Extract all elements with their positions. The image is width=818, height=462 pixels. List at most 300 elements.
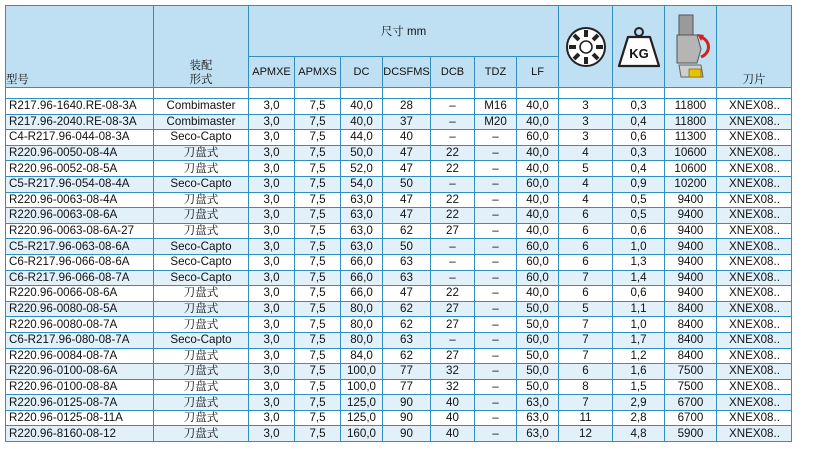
cell-dcb: 27 [431, 223, 475, 239]
cell-rpm: 9400 [665, 239, 717, 255]
cell-rpm: 7500 [665, 379, 717, 395]
table-row [6, 208, 792, 224]
cell-lf: 40,0 [517, 161, 559, 177]
cell-dcsfms: 50 [383, 239, 431, 255]
cutter-teeth-icon [559, 25, 612, 69]
cell-dcsfms: 47 [383, 161, 431, 177]
cell-lf: 40,0 [517, 223, 559, 239]
cell-apmxs: 7,5 [295, 208, 341, 224]
cell-mounting: 刀盘式 [154, 161, 249, 177]
column-header-lf: LF [517, 57, 559, 88]
cell-dc: 40,0 [341, 99, 383, 115]
cell-weight: 1,7 [613, 332, 665, 348]
cell-teeth: 6 [559, 254, 613, 270]
cell-dcsfms: 37 [383, 114, 431, 130]
cell-teeth: 4 [559, 192, 613, 208]
cell-tdz: – [475, 348, 517, 364]
cell-apmxe: 3,0 [249, 254, 295, 270]
table-row [6, 286, 792, 302]
cell-rpm: 11300 [665, 130, 717, 146]
table-row [6, 192, 792, 208]
cell-lf: 60,0 [517, 332, 559, 348]
header-row-top [6, 6, 792, 57]
cell-tdz: – [475, 410, 517, 426]
cell-mounting: 刀盘式 [154, 145, 249, 161]
cell-mounting: 刀盘式 [154, 286, 249, 302]
cell-model: R220.96-0050-08-4A [6, 145, 154, 161]
cell-tdz: – [475, 176, 517, 192]
cell-insert: XNEX08.. [717, 286, 792, 302]
cell-mounting: Seco-Capto [154, 176, 249, 192]
cell-rpm: 10200 [665, 176, 717, 192]
cell-dcb: 40 [431, 395, 475, 411]
cell-apmxs: 7,5 [295, 301, 341, 317]
cell-insert: XNEX08.. [717, 239, 792, 255]
cell-dcsfms: 50 [383, 176, 431, 192]
cell-apmxe: 3,0 [249, 130, 295, 146]
cell-apmxe: 3,0 [249, 99, 295, 115]
cell-lf: 50,0 [517, 317, 559, 333]
cell-dc: 80,0 [341, 301, 383, 317]
cell-insert: XNEX08.. [717, 176, 792, 192]
column-header-teeth [559, 6, 613, 88]
mounting-header-line1: 装配 [189, 60, 213, 72]
cell-dc: 63,0 [341, 208, 383, 224]
cell-mounting: 刀盘式 [154, 348, 249, 364]
cell-dc: 80,0 [341, 332, 383, 348]
column-header-dcb: DCB [431, 57, 475, 88]
cell-weight: 2,8 [613, 410, 665, 426]
cell-lf: 50,0 [517, 301, 559, 317]
cell-mounting: 刀盘式 [154, 395, 249, 411]
cell-teeth: 5 [559, 301, 613, 317]
cell-insert: XNEX08.. [717, 317, 792, 333]
cell-model: C6-R217.96-080-08-7A [6, 332, 154, 348]
cell-weight: 0,6 [613, 130, 665, 146]
cell-weight: 4,8 [613, 426, 665, 442]
cell-rpm: 5900 [665, 426, 717, 442]
cell-dcsfms: 62 [383, 348, 431, 364]
column-header-apmxs: APMXS [295, 57, 341, 88]
cell-dcsfms: 62 [383, 317, 431, 333]
cell-weight: 0,4 [613, 161, 665, 177]
cell-teeth: 7 [559, 332, 613, 348]
spec-table-body [6, 99, 792, 442]
cell-model: R217.96-1640.RE-08-3A [6, 99, 154, 115]
cell-dc: 125,0 [341, 395, 383, 411]
table-row [6, 426, 792, 442]
cell-tdz: – [475, 301, 517, 317]
cell-weight: 0,3 [613, 99, 665, 115]
cell-lf: 50,0 [517, 364, 559, 380]
cell-mounting: Seco-Capto [154, 239, 249, 255]
cell-lf: 40,0 [517, 286, 559, 302]
table-row [6, 130, 792, 146]
cell-tdz: – [475, 286, 517, 302]
cell-rpm: 6700 [665, 395, 717, 411]
cell-dc: 100,0 [341, 364, 383, 380]
cell-lf: 63,0 [517, 395, 559, 411]
cell-dcb: 22 [431, 208, 475, 224]
cell-tdz: M20 [475, 114, 517, 130]
cell-teeth: 8 [559, 379, 613, 395]
cell-rpm: 6700 [665, 410, 717, 426]
cell-teeth: 6 [559, 223, 613, 239]
cell-lf: 60,0 [517, 270, 559, 286]
cell-model: R217.96-2040.RE-08-3A [6, 114, 154, 130]
cell-dc: 63,0 [341, 223, 383, 239]
cell-apmxs: 7,5 [295, 348, 341, 364]
cell-lf: 63,0 [517, 410, 559, 426]
cell-lf: 60,0 [517, 239, 559, 255]
cell-dc: 66,0 [341, 286, 383, 302]
column-header-mounting [154, 6, 249, 88]
cell-insert: XNEX08.. [717, 332, 792, 348]
cell-rpm: 8400 [665, 348, 717, 364]
cell-teeth: 4 [559, 145, 613, 161]
mounting-header-line2: 形式 [189, 74, 213, 86]
cell-dcsfms: 90 [383, 426, 431, 442]
cell-dc: 125,0 [341, 410, 383, 426]
cell-rpm: 8400 [665, 332, 717, 348]
cell-apmxe: 3,0 [249, 176, 295, 192]
weight-kg-icon [613, 25, 664, 69]
cell-apmxs: 7,5 [295, 395, 341, 411]
cell-dcsfms: 47 [383, 208, 431, 224]
cell-dcsfms: 77 [383, 379, 431, 395]
cell-insert: XNEX08.. [717, 192, 792, 208]
cell-teeth: 11 [559, 410, 613, 426]
cell-apmxs: 7,5 [295, 239, 341, 255]
cell-lf: 60,0 [517, 254, 559, 270]
cell-apmxe: 3,0 [249, 301, 295, 317]
cell-model: C4-R217.96-044-08-3A [6, 130, 154, 146]
cell-teeth: 7 [559, 348, 613, 364]
cell-dc: 66,0 [341, 270, 383, 286]
cell-rpm: 10600 [665, 161, 717, 177]
cell-lf: 50,0 [517, 348, 559, 364]
cell-weight: 1,3 [613, 254, 665, 270]
cell-weight: 0,6 [613, 286, 665, 302]
cell-insert: XNEX08.. [717, 114, 792, 130]
cell-mounting: 刀盘式 [154, 301, 249, 317]
cell-model: R220.96-0080-08-5A [6, 301, 154, 317]
cell-dcsfms: 90 [383, 410, 431, 426]
cell-tdz: – [475, 395, 517, 411]
column-header-dcsfms: DCSFMS [383, 57, 431, 88]
table-row [6, 301, 792, 317]
cell-apmxe: 3,0 [249, 317, 295, 333]
cell-mounting: Seco-Capto [154, 254, 249, 270]
table-row [6, 348, 792, 364]
cell-dcb: 27 [431, 348, 475, 364]
cell-weight: 1,0 [613, 317, 665, 333]
cell-rpm: 7500 [665, 364, 717, 380]
cell-apmxe: 3,0 [249, 192, 295, 208]
cell-dc: 40,0 [341, 114, 383, 130]
cell-mounting: Seco-Capto [154, 130, 249, 146]
cell-tdz: – [475, 364, 517, 380]
max-rpm-icon [665, 13, 716, 81]
cell-dcsfms: 47 [383, 286, 431, 302]
cell-lf: 60,0 [517, 176, 559, 192]
cell-dc: 84,0 [341, 348, 383, 364]
cell-apmxs: 7,5 [295, 114, 341, 130]
cell-dcsfms: 63 [383, 270, 431, 286]
cell-insert: XNEX08.. [717, 161, 792, 177]
column-header-apmxe: APMXE [249, 57, 295, 88]
cell-mounting: 刀盘式 [154, 223, 249, 239]
cell-tdz: M16 [475, 99, 517, 115]
cell-apmxs: 7,5 [295, 254, 341, 270]
cell-apmxs: 7,5 [295, 379, 341, 395]
cell-weight: 0,4 [613, 114, 665, 130]
column-header-tdz: TDZ [475, 57, 517, 88]
cell-insert: XNEX08.. [717, 379, 792, 395]
cell-rpm: 9400 [665, 270, 717, 286]
cell-apmxs: 7,5 [295, 192, 341, 208]
cell-weight: 1,2 [613, 348, 665, 364]
cell-tdz: – [475, 426, 517, 442]
cell-mounting: Combimaster [154, 114, 249, 130]
cell-dcb: 40 [431, 426, 475, 442]
cell-model: C6-R217.96-066-08-6A [6, 254, 154, 270]
cell-lf: 60,0 [517, 130, 559, 146]
cell-rpm: 9400 [665, 223, 717, 239]
cell-tdz: – [475, 192, 517, 208]
cell-dc: 80,0 [341, 317, 383, 333]
table-row [6, 239, 792, 255]
cell-rpm: 10600 [665, 145, 717, 161]
cell-teeth: 4 [559, 176, 613, 192]
cell-tdz: – [475, 332, 517, 348]
column-header-rpm [665, 6, 717, 88]
cell-apmxe: 3,0 [249, 426, 295, 442]
cell-rpm: 8400 [665, 301, 717, 317]
cell-weight: 0,9 [613, 176, 665, 192]
cell-dc: 63,0 [341, 192, 383, 208]
cell-dcb: – [431, 254, 475, 270]
cell-dc: 66,0 [341, 254, 383, 270]
cell-dcsfms: 40 [383, 130, 431, 146]
cell-dcb: 22 [431, 286, 475, 302]
table-row [6, 332, 792, 348]
cell-insert: XNEX08.. [717, 395, 792, 411]
cell-tdz: – [475, 161, 517, 177]
cell-dc: 50,0 [341, 145, 383, 161]
cell-weight: 0,3 [613, 145, 665, 161]
table-row [6, 161, 792, 177]
cell-teeth: 7 [559, 395, 613, 411]
cell-mounting: 刀盘式 [154, 426, 249, 442]
column-group-dimensions: 尺寸 mm [249, 6, 559, 57]
table-row [6, 395, 792, 411]
cell-mounting: 刀盘式 [154, 208, 249, 224]
cell-dcb: – [431, 332, 475, 348]
cell-model: C5-R217.96-063-08-6A [6, 239, 154, 255]
cell-dcsfms: 63 [383, 332, 431, 348]
cell-model: R220.96-0063-08-6A-27 [6, 223, 154, 239]
cell-apmxs: 7,5 [295, 130, 341, 146]
cell-apmxs: 7,5 [295, 426, 341, 442]
cell-apmxs: 7,5 [295, 223, 341, 239]
cell-rpm: 9400 [665, 254, 717, 270]
cell-apmxe: 3,0 [249, 239, 295, 255]
cell-insert: XNEX08.. [717, 99, 792, 115]
table-row [6, 364, 792, 380]
cell-dcb: 22 [431, 145, 475, 161]
cell-tdz: – [475, 254, 517, 270]
cell-apmxs: 7,5 [295, 410, 341, 426]
cell-model: R220.96-0125-08-7A [6, 395, 154, 411]
table-row [6, 317, 792, 333]
cell-dcb: – [431, 130, 475, 146]
cell-insert: XNEX08.. [717, 426, 792, 442]
cell-apmxs: 7,5 [295, 364, 341, 380]
cell-model: R220.96-0084-08-7A [6, 348, 154, 364]
table-row [6, 379, 792, 395]
cell-apmxs: 7,5 [295, 332, 341, 348]
cell-model: R220.96-0100-08-6A [6, 364, 154, 380]
cell-dcsfms: 62 [383, 223, 431, 239]
cell-mounting: 刀盘式 [154, 410, 249, 426]
cell-lf: 40,0 [517, 145, 559, 161]
cell-apmxs: 7,5 [295, 270, 341, 286]
cell-insert: XNEX08.. [717, 145, 792, 161]
cell-model: R220.96-0080-08-7A [6, 317, 154, 333]
cell-mounting: 刀盘式 [154, 317, 249, 333]
cell-weight: 0,5 [613, 192, 665, 208]
cell-apmxe: 3,0 [249, 223, 295, 239]
cell-teeth: 12 [559, 426, 613, 442]
cell-weight: 1,4 [613, 270, 665, 286]
cell-dcb: 22 [431, 192, 475, 208]
cell-teeth: 3 [559, 130, 613, 146]
cell-apmxe: 3,0 [249, 348, 295, 364]
cell-weight: 0,5 [613, 208, 665, 224]
cell-tdz: – [475, 223, 517, 239]
cell-mounting: Seco-Capto [154, 270, 249, 286]
cell-dc: 63,0 [341, 239, 383, 255]
cell-tdz: – [475, 145, 517, 161]
cell-dcb: 32 [431, 364, 475, 380]
cell-rpm: 8400 [665, 317, 717, 333]
cell-lf: 40,0 [517, 192, 559, 208]
cell-tdz: – [475, 208, 517, 224]
cell-apmxe: 3,0 [249, 114, 295, 130]
cell-dc: 54,0 [341, 176, 383, 192]
cell-teeth: 3 [559, 99, 613, 115]
cell-teeth: 3 [559, 114, 613, 130]
cell-mounting: 刀盘式 [154, 379, 249, 395]
column-header-model: 型号 [6, 6, 154, 88]
cell-dcb: – [431, 270, 475, 286]
cell-dcb: – [431, 176, 475, 192]
cell-dcsfms: 62 [383, 301, 431, 317]
column-header-weight [613, 6, 665, 88]
cell-insert: XNEX08.. [717, 223, 792, 239]
cell-apmxe: 3,0 [249, 332, 295, 348]
cell-insert: XNEX08.. [717, 410, 792, 426]
cell-dc: 44,0 [341, 130, 383, 146]
cell-dcb: – [431, 99, 475, 115]
cell-apmxe: 3,0 [249, 161, 295, 177]
cell-teeth: 6 [559, 208, 613, 224]
cell-model: R220.96-0063-08-6A [6, 208, 154, 224]
cell-mounting: Seco-Capto [154, 332, 249, 348]
cell-model: R220.96-0063-08-4A [6, 192, 154, 208]
cell-dc: 100,0 [341, 379, 383, 395]
cell-dcsfms: 28 [383, 99, 431, 115]
cell-lf: 40,0 [517, 208, 559, 224]
cell-apmxe: 3,0 [249, 286, 295, 302]
cell-dcb: 40 [431, 410, 475, 426]
cell-teeth: 5 [559, 161, 613, 177]
cell-dcb: – [431, 239, 475, 255]
cell-apmxe: 3,0 [249, 364, 295, 380]
cell-tdz: – [475, 317, 517, 333]
cell-rpm: 9400 [665, 192, 717, 208]
cell-insert: XNEX08.. [717, 208, 792, 224]
cell-teeth: 6 [559, 364, 613, 380]
cell-model: C6-R217.96-066-08-7A [6, 270, 154, 286]
column-header-dc: DC [341, 57, 383, 88]
cell-insert: XNEX08.. [717, 254, 792, 270]
cell-lf: 63,0 [517, 426, 559, 442]
cell-model: C5-R217.96-054-08-4A [6, 176, 154, 192]
weight-icon-label: KG [628, 45, 649, 61]
cell-tdz: – [475, 270, 517, 286]
cell-rpm: 9400 [665, 286, 717, 302]
cell-dcsfms: 63 [383, 254, 431, 270]
cell-weight: 1,6 [613, 364, 665, 380]
cell-lf: 50,0 [517, 379, 559, 395]
cell-tdz: – [475, 379, 517, 395]
cell-weight: 1,5 [613, 379, 665, 395]
cell-apmxe: 3,0 [249, 270, 295, 286]
cell-dcsfms: 47 [383, 145, 431, 161]
cell-weight: 1,1 [613, 301, 665, 317]
table-row [6, 176, 792, 192]
cell-model: R220.96-0100-08-8A [6, 379, 154, 395]
cell-dcsfms: 90 [383, 395, 431, 411]
cell-apmxs: 7,5 [295, 317, 341, 333]
table-row [6, 270, 792, 286]
cell-weight: 1,0 [613, 239, 665, 255]
cell-insert: XNEX08.. [717, 348, 792, 364]
cell-dc: 160,0 [341, 426, 383, 442]
cell-teeth: 7 [559, 317, 613, 333]
cell-apmxe: 3,0 [249, 410, 295, 426]
cell-apmxs: 7,5 [295, 286, 341, 302]
cell-mounting: 刀盘式 [154, 364, 249, 380]
cell-dcsfms: 77 [383, 364, 431, 380]
cell-apmxe: 3,0 [249, 379, 295, 395]
cell-weight: 0,6 [613, 223, 665, 239]
cell-tdz: – [475, 239, 517, 255]
cell-apmxs: 7,5 [295, 99, 341, 115]
cell-teeth: 6 [559, 239, 613, 255]
cell-model: R220.96-0125-08-11A [6, 410, 154, 426]
cell-mounting: Combimaster [154, 99, 249, 115]
cell-lf: 40,0 [517, 114, 559, 130]
table-row [6, 223, 792, 239]
cell-teeth: 6 [559, 286, 613, 302]
cell-weight: 2,9 [613, 395, 665, 411]
table-row [6, 99, 792, 115]
cell-insert: XNEX08.. [717, 270, 792, 286]
cell-tdz: – [475, 130, 517, 146]
